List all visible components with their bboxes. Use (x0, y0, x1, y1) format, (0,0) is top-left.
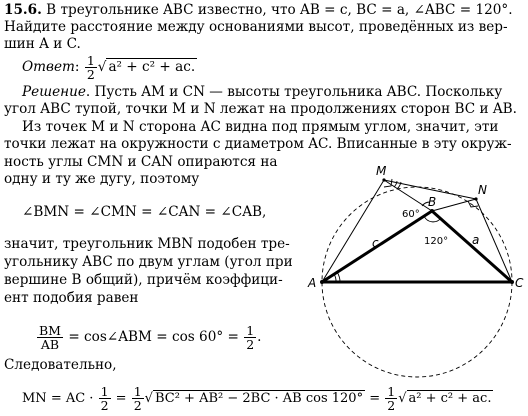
eq2-den: AB (40, 337, 60, 352)
answer-frac-num: 1 (86, 53, 95, 68)
solution-line-1 (22, 84, 502, 101)
point-m (382, 178, 385, 181)
label-m: M (376, 164, 387, 178)
label-b: B (428, 195, 437, 209)
label-a-side: a (472, 233, 480, 247)
equation-similarity (36, 324, 261, 351)
eq2-fraction (37, 324, 63, 351)
point-a (320, 280, 324, 284)
eq3-f2-num: 1 (133, 384, 142, 399)
answer-line: Ответ: $\frac{1}{2}$ √ a² + c² + ac. (22, 53, 196, 82)
eq3-f1-den: 2 (100, 398, 109, 413)
solution-line-9: вершине B общий), причём коэффици- (4, 272, 283, 288)
altitude-am (322, 180, 384, 282)
eq2-result-fraction (244, 324, 256, 351)
label-angle-120: 120° (424, 236, 449, 247)
eq3-radical-2: a² + c² + ac. (408, 391, 492, 406)
solution-line-8: угольнику ABC по двум углам (угол при (4, 254, 293, 270)
eq3-left: MN = AC · (22, 391, 98, 406)
eq3-frac-3 (385, 385, 397, 412)
eq2-rnum: 1 (246, 323, 255, 338)
right-angle-n (468, 201, 478, 207)
solution-line-11: Следовательно, (4, 357, 117, 373)
solution-line-2: угол ABC тупой, точки M и N лежат на продолжениях сторон BC и AB. (4, 101, 517, 117)
answer-fraction (85, 54, 97, 81)
solution-line-3: Из точек M и N сторона AC видна под прямым углом, значит, эти (22, 119, 499, 135)
solution-line-4: точки лежат на окружности с диаметром AC. Вписанные в эту окруж- (4, 136, 512, 152)
eq3-frac-2 (132, 385, 144, 412)
eq2-middle: = cos∠ABM = cos 60° = (64, 329, 244, 345)
eq3-frac-1 (99, 385, 111, 412)
eq3-equals-1: = (111, 391, 131, 406)
label-n: N (478, 183, 487, 197)
solution-line-5: ность углы CMN и CAN опираются на (4, 154, 278, 170)
eq3-f2-den: 2 (133, 398, 142, 413)
answer-frac-den: 2 (86, 67, 95, 82)
problem-number: 15.6. (4, 2, 42, 18)
problem-text-1: В треугольнике ABC известно, что AB = c, BC = a, ∠ABC = 120°. (41, 2, 513, 18)
solution-line-6: одну и ту же дугу, поэтому (4, 171, 200, 187)
geometry-figure (306, 150, 528, 382)
eq3-f3-num: 1 (387, 384, 396, 399)
solution-text-1: . Пусть AM и CN — высоты треугольника ABC. Поскольку (85, 84, 503, 100)
equation-angles: ∠BMN = ∠CMN = ∠CAN = ∠CAB, (22, 204, 267, 220)
point-n (474, 197, 477, 200)
eq3-f1-num: 1 (100, 384, 109, 399)
problem-line-1 (4, 2, 513, 19)
solution-line-7: значит, треугольник MBN подобен тре- (4, 236, 290, 252)
eq3-f3-den: 2 (387, 398, 396, 413)
answer-label: Ответ (22, 59, 75, 75)
point-c (510, 280, 514, 284)
label-c: C (515, 276, 524, 290)
problem-line-3: шин A и C. (4, 36, 81, 52)
eq2-rden: 2 (246, 337, 255, 352)
solution-line-10: ент подобия равен (4, 290, 139, 306)
altitude-cn (476, 199, 512, 282)
problem-line-2: Найдите расстояние между основаниями высот, проведённых из вер- (4, 19, 508, 35)
label-c-side: c (372, 236, 379, 250)
point-b (430, 209, 434, 213)
extension-bn (432, 199, 476, 211)
answer-colon: : (74, 59, 80, 75)
eq3-equals-2: = (365, 391, 385, 406)
label-angle-60: 60° (402, 209, 420, 220)
eq2-num: BM (39, 323, 61, 338)
answer-radical: a² + c² + ac. (108, 59, 196, 75)
eq2-end: . (257, 329, 262, 345)
solution-label: Решение (22, 84, 86, 100)
label-a: A (308, 276, 317, 290)
equation-result: MN = AC · $\frac{1}{2}$ = $\frac{1}{2}$ √ BC² + AB² − 2BC · AB cos 120° = $\frac{1}{2}$ √ a² + c² + ac. (22, 384, 492, 413)
eq3-radical-1: BC² + AB² − 2BC · AB cos 120° (154, 391, 364, 406)
